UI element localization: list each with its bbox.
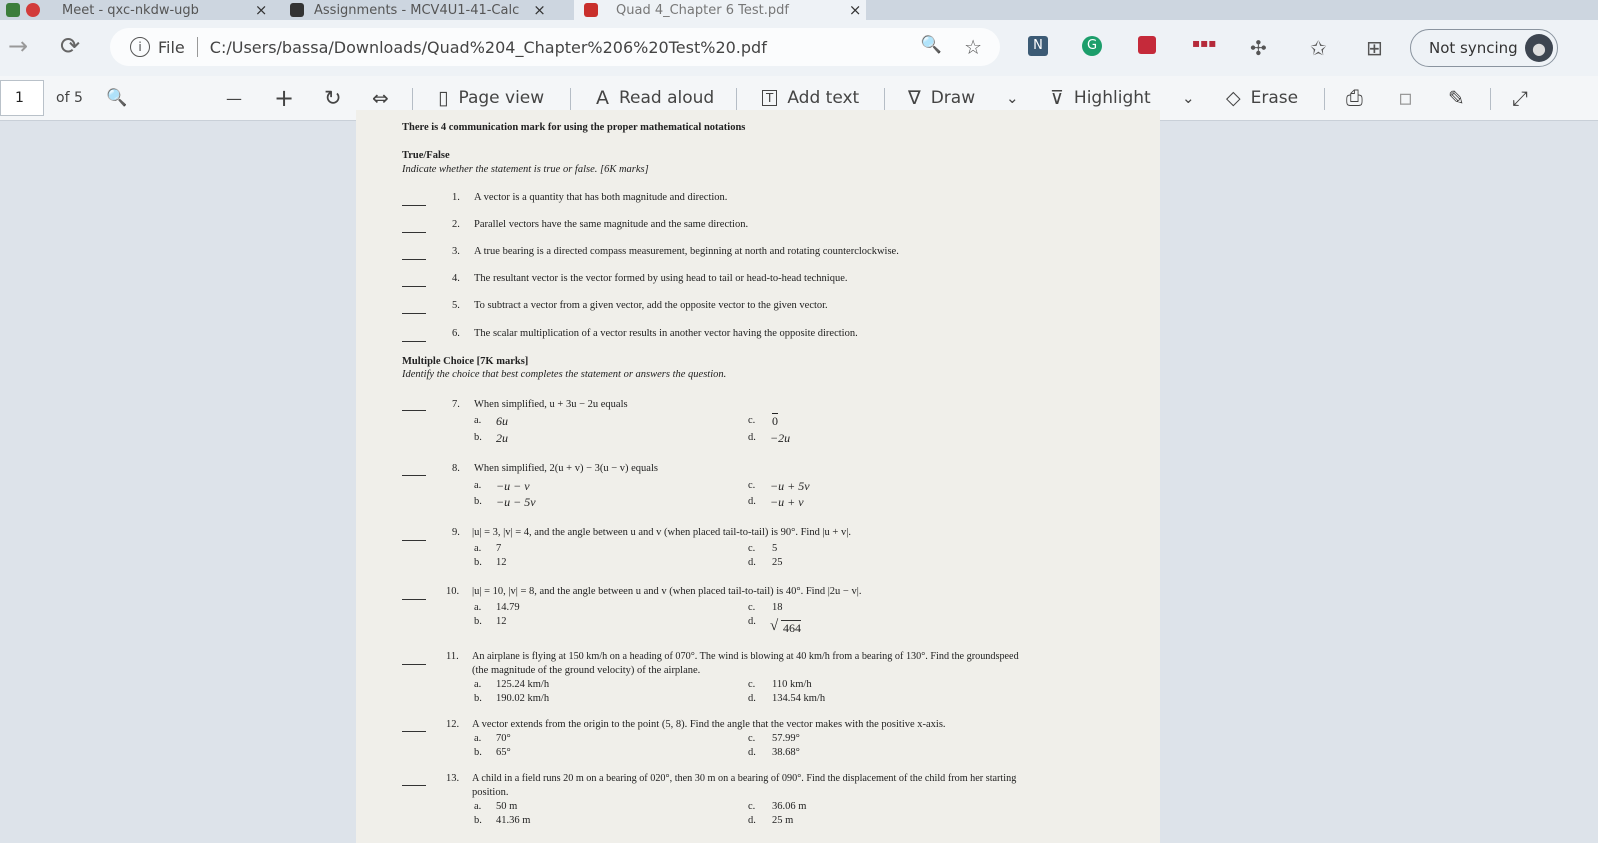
choice-letter: b. xyxy=(474,693,482,704)
toolbar-divider xyxy=(570,88,571,110)
choice-b: 41.36 m xyxy=(496,815,531,826)
tab-title: Assignments - MCV4U1-41-Calc xyxy=(314,2,520,18)
tab-assignments[interactable] xyxy=(290,0,568,20)
sync-label: Not syncing xyxy=(1429,39,1518,57)
choice-letter: c. xyxy=(748,801,756,812)
choice-letter: c. xyxy=(748,415,756,426)
question-text: The resultant vector is the vector formed by using head to tail or head-to-head technique. xyxy=(474,273,848,284)
mc-section-title: Multiple Choice [7K marks] xyxy=(402,356,529,367)
choice-d: −2u xyxy=(770,431,791,445)
question-text: When simplified, u + 3u − 2u equals xyxy=(474,399,628,410)
url-separator xyxy=(197,37,198,57)
rotate-icon[interactable]: ↻ xyxy=(324,86,342,110)
question-number: 10. xyxy=(446,586,460,597)
erase-button[interactable] xyxy=(1226,76,1298,120)
choice-a: 7 xyxy=(496,543,502,554)
choice-a: 125.24 km/h xyxy=(496,679,550,690)
choice-b: 12 xyxy=(496,557,507,568)
choice-d: 134.54 km/h xyxy=(772,693,826,704)
choice-c: 18 xyxy=(772,602,783,613)
fit-width-icon[interactable]: ⇔ xyxy=(372,86,389,110)
choice-letter: d. xyxy=(748,747,756,758)
question-text-line1: A child in a field runs 20 m on a bearing of 020°, then 30 m on a bearing of 090°. Find the displacement of the child from her starting xyxy=(472,773,1017,784)
question-text-line2: (the magnitude of the ground velocity) of the airplane. xyxy=(472,665,701,676)
read-aloud-label: Read aloud xyxy=(619,88,715,108)
choice-letter: d. xyxy=(748,616,756,627)
print-icon[interactable]: ⎙ xyxy=(1346,85,1363,110)
choice-d: 464 xyxy=(783,621,801,635)
question-text: A true bearing is a directed compass measurement, beginning at north and rotating counterclockwise. xyxy=(474,246,899,257)
choice-a: 14.79 xyxy=(496,602,520,613)
question-number: 12. xyxy=(446,719,460,730)
search-icon[interactable]: 🔍 xyxy=(106,88,128,108)
choice-c: 0 xyxy=(772,414,778,428)
tab-pdf[interactable] xyxy=(574,0,866,20)
answer-blank[interactable] xyxy=(402,341,426,342)
classroom-icon xyxy=(290,3,304,17)
favorites-icon[interactable]: ✩ xyxy=(1310,36,1327,60)
extensions-puzzle-icon[interactable]: ✣ xyxy=(1250,36,1267,60)
question-text: |u| = 3, |v| = 4, and the angle between u and v (when placed tail-to-tail) is 90°. Find |u + v|. xyxy=(472,527,851,538)
choice-letter: d. xyxy=(748,496,756,507)
highlight-icon: ⊽ xyxy=(1050,87,1064,109)
choice-letter: b. xyxy=(474,557,482,568)
erase-label: Erase xyxy=(1250,88,1299,108)
answer-blank[interactable] xyxy=(402,664,426,665)
choice-a: −u − v xyxy=(496,479,530,493)
grammarly-icon[interactable]: G xyxy=(1082,36,1102,56)
answer-blank[interactable] xyxy=(402,599,426,600)
draw-options-chevron-icon[interactable]: ⌄ xyxy=(1006,89,1019,107)
tf-instruction: Indicate whether the statement is true or false. [6K marks] xyxy=(402,164,649,175)
question-text: When simplified, 2(u + v) − 3(u − v) equals xyxy=(474,463,658,474)
address-bar xyxy=(0,20,1598,76)
choice-letter: b. xyxy=(474,432,482,443)
question-text: The scalar multiplication of a vector results in another vector having the opposite direction. xyxy=(474,328,858,339)
draw-label: Draw xyxy=(930,88,976,108)
page-view-label: Page view xyxy=(458,88,545,108)
answer-blank[interactable] xyxy=(402,259,426,260)
answer-blank[interactable] xyxy=(402,731,426,732)
add-text-label: Add text xyxy=(787,88,860,108)
choice-letter: d. xyxy=(748,815,756,826)
tf-section-title: True/False xyxy=(402,150,450,161)
question-number: 3. xyxy=(452,246,460,257)
page-number-input[interactable]: 1 xyxy=(0,80,44,116)
choice-b: 2u xyxy=(496,431,508,445)
tab-title: Meet - qxc-nkdw-ugb xyxy=(62,2,199,18)
back-arrow-icon[interactable]: → xyxy=(8,32,29,60)
communication-note: There is 4 communication mark for using the proper mathematical notations xyxy=(402,122,746,133)
choice-c: 5 xyxy=(772,543,778,554)
save-as-icon[interactable]: ✎ xyxy=(1448,86,1465,110)
question-number: 13. xyxy=(446,773,460,784)
question-text: |u| = 10, |v| = 8, and the angle between u and v (when placed tail-to-tail) is 40°. Find |2u − v|. xyxy=(472,586,862,597)
recording-icon xyxy=(26,3,40,17)
url-text: C:/Users/bassa/Downloads/Quad%204_Chapter%206%20Test%20.pdf xyxy=(209,37,767,57)
question-number: 9. xyxy=(452,527,460,538)
choice-a: 50 m xyxy=(496,801,518,812)
choice-letter: d. xyxy=(748,432,756,443)
question-number: 11. xyxy=(446,651,459,662)
close-icon[interactable]: × xyxy=(848,1,862,19)
question-number: 8. xyxy=(452,463,460,474)
toolbar-divider xyxy=(412,88,413,110)
meet-icon xyxy=(6,3,20,17)
tab-strip xyxy=(0,0,1598,20)
read-aloud-icon: A xyxy=(596,87,609,109)
info-icon[interactable]: i xyxy=(130,37,150,57)
zoom-in-icon[interactable]: + xyxy=(274,84,295,112)
pdf-page xyxy=(356,110,1160,843)
question-text: A vector is a quantity that has both magnitude and direction. xyxy=(474,192,728,203)
add-text-icon: T xyxy=(762,90,777,106)
mc-instruction: Identify the choice that best completes the statement or answers the question. xyxy=(402,369,727,380)
choice-letter: a. xyxy=(474,801,482,812)
save-icon[interactable]: ▫ xyxy=(1398,85,1413,111)
page-total: of 5 xyxy=(56,90,83,106)
choice-letter: d. xyxy=(748,693,756,704)
toolbar-divider xyxy=(1324,88,1325,110)
choice-letter: c. xyxy=(748,602,756,613)
tab-title: Quad 4_Chapter 6 Test.pdf xyxy=(616,2,789,18)
url-field[interactable] xyxy=(110,28,1000,66)
answer-blank[interactable] xyxy=(402,205,426,206)
choice-d: 25 xyxy=(772,557,783,568)
choice-b: −u − 5v xyxy=(496,495,536,509)
answer-blank[interactable] xyxy=(402,313,426,314)
choice-letter: c. xyxy=(748,543,756,554)
choice-letter: a. xyxy=(474,679,482,690)
question-number: 2. xyxy=(452,219,460,230)
extension-cast-icon[interactable]: ▪▪▪ xyxy=(1192,36,1217,50)
question-number: 5. xyxy=(452,300,460,311)
page-view-icon: ▯ xyxy=(438,87,449,109)
answer-blank[interactable] xyxy=(402,785,426,786)
extension-red-icon[interactable] xyxy=(1138,36,1156,54)
answer-blank[interactable] xyxy=(402,475,426,476)
choice-letter: a. xyxy=(474,480,482,491)
choice-letter: c. xyxy=(748,733,756,744)
sync-button[interactable] xyxy=(1410,29,1558,67)
choice-letter: a. xyxy=(474,415,482,426)
choice-c: −u + 5v xyxy=(770,479,810,493)
close-icon[interactable]: × xyxy=(533,1,546,19)
answer-blank[interactable] xyxy=(402,410,426,411)
choice-c: 57.99° xyxy=(772,733,800,744)
answer-blank[interactable] xyxy=(402,232,426,233)
close-icon[interactable]: × xyxy=(254,1,268,19)
toolbar-divider xyxy=(884,88,885,110)
choice-letter: a. xyxy=(474,543,482,554)
question-number: 6. xyxy=(452,328,460,339)
question-text-line1: An airplane is flying at 150 km/h on a heading of 070°. The wind is blowing at 40 km/h from a bearing of 130°. Find the groundspeed xyxy=(472,651,1019,662)
choice-d: 25 m xyxy=(772,815,794,826)
choice-letter: c. xyxy=(748,480,756,491)
answer-blank[interactable] xyxy=(402,540,426,541)
choice-letter: a. xyxy=(474,602,482,613)
extension-n-icon[interactable]: N xyxy=(1028,36,1048,56)
choice-d: 38.68° xyxy=(772,747,800,758)
zoom-icon[interactable]: 🔍 xyxy=(920,35,943,55)
eraser-icon: ◇ xyxy=(1226,87,1241,109)
choice-letter: a. xyxy=(474,733,482,744)
question-number: 7. xyxy=(452,399,460,410)
choice-letter: c. xyxy=(748,679,756,690)
choice-c: 110 km/h xyxy=(772,679,812,690)
choice-a: 70° xyxy=(496,733,511,744)
sqrt-symbol: √ xyxy=(770,618,779,634)
question-text: A vector extends from the origin to the point (5, 8). Find the angle that the vector makes with the positive x-axis. xyxy=(472,719,946,730)
question-number: 1. xyxy=(452,192,460,203)
choice-letter: b. xyxy=(474,747,482,758)
choice-d: −u + v xyxy=(770,495,804,509)
highlight-label: Highlight xyxy=(1073,88,1151,108)
toolbar-divider xyxy=(736,88,737,110)
avatar-icon[interactable]: ● xyxy=(1525,34,1553,62)
favorite-star-icon[interactable]: ☆ xyxy=(964,35,982,59)
url-scheme: File xyxy=(158,37,185,57)
collections-icon[interactable]: ⊞ xyxy=(1366,36,1383,60)
answer-blank[interactable] xyxy=(402,286,426,287)
question-text: Parallel vectors have the same magnitude and the same direction. xyxy=(474,219,749,230)
pdf-icon xyxy=(584,3,598,17)
highlight-options-chevron-icon[interactable]: ⌄ xyxy=(1182,89,1195,107)
choice-letter: b. xyxy=(474,815,482,826)
choice-letter: b. xyxy=(474,616,482,627)
question-number: 4. xyxy=(452,273,460,284)
choice-letter: b. xyxy=(474,496,482,507)
question-text: To subtract a vector from a given vector, add the opposite vector to the given vector. xyxy=(474,300,828,311)
question-text-line2: position. xyxy=(472,787,509,798)
choice-b: 190.02 km/h xyxy=(496,693,550,704)
choice-b: 65° xyxy=(496,747,511,758)
choice-a: 6u xyxy=(496,414,508,428)
zoom-out-icon[interactable]: — xyxy=(226,88,242,108)
refresh-icon[interactable]: ⟳ xyxy=(60,32,81,60)
choice-letter: d. xyxy=(748,557,756,568)
draw-icon: ∇ xyxy=(908,87,921,109)
tab-meet[interactable] xyxy=(0,0,280,20)
fullscreen-icon[interactable]: ⤢ xyxy=(1512,86,1528,110)
choice-b: 12 xyxy=(496,616,507,627)
choice-c: 36.06 m xyxy=(772,801,807,812)
toolbar-divider xyxy=(1490,88,1491,110)
